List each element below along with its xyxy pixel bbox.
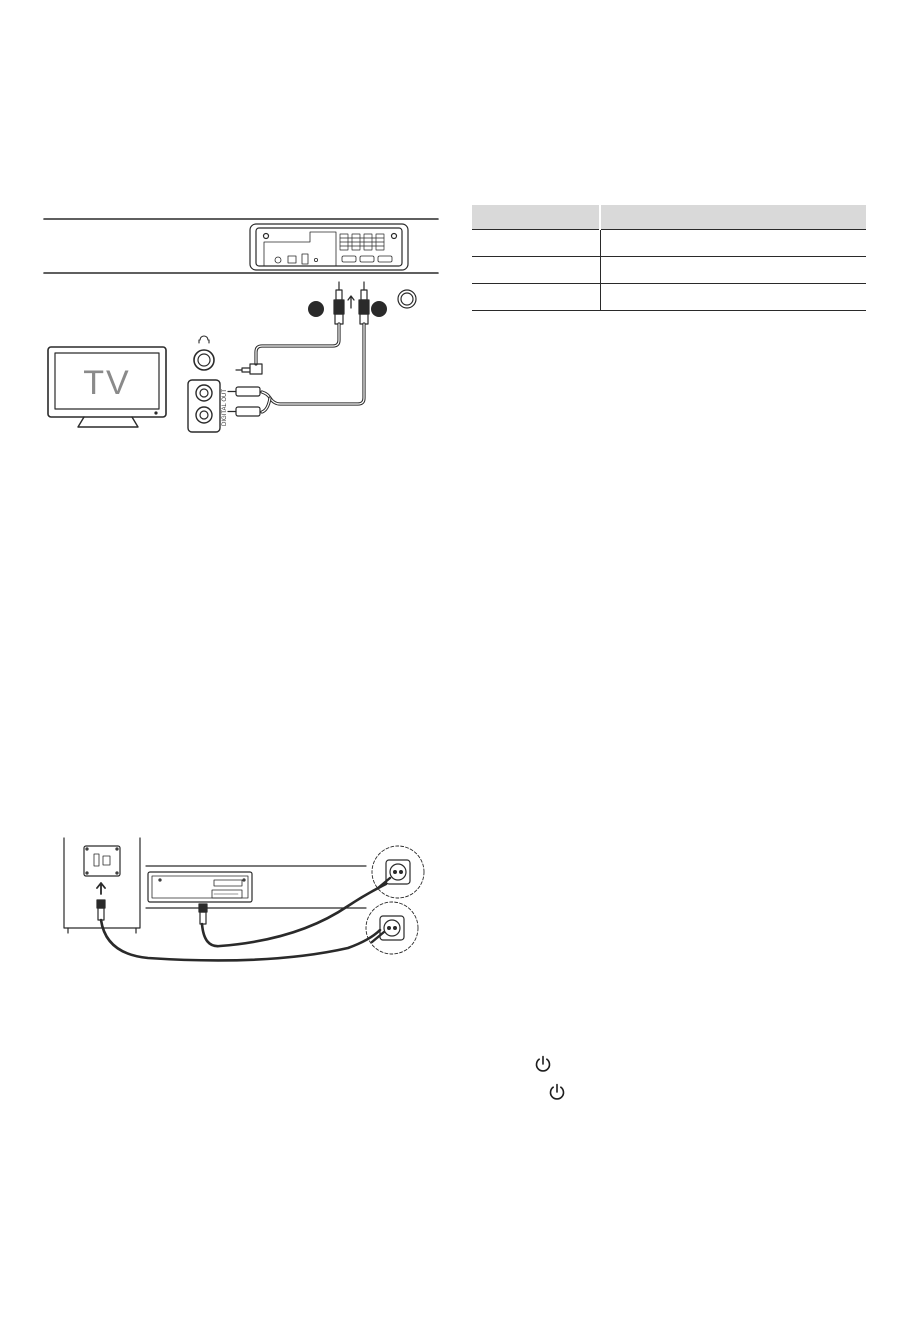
digital-out-label: DIGITAL OUT bbox=[222, 388, 228, 426]
wall-outlet-top bbox=[372, 846, 424, 898]
power-icon bbox=[533, 1054, 553, 1074]
callout-marker-1 bbox=[308, 301, 324, 317]
tv-digital-out-panel bbox=[188, 380, 220, 432]
aux-plug-right bbox=[359, 282, 369, 324]
arrow-up-icon bbox=[97, 883, 105, 894]
arrow-up-icon bbox=[348, 296, 354, 308]
sub-power-plug bbox=[97, 900, 105, 920]
wall-outlet-bottom bbox=[366, 902, 418, 954]
table-cell bbox=[600, 284, 866, 311]
soundbar-rear-panel bbox=[250, 224, 408, 270]
table-header-cell bbox=[472, 205, 600, 230]
callout-marker-2 bbox=[371, 301, 387, 317]
table-cell bbox=[472, 257, 600, 284]
tv-headphone-jack bbox=[194, 350, 214, 370]
power-icon bbox=[547, 1082, 567, 1102]
table-cell bbox=[472, 230, 600, 257]
power-connection-diagram bbox=[48, 836, 432, 964]
table-row bbox=[472, 284, 866, 311]
soundbar-illustration bbox=[146, 866, 366, 908]
table-cell bbox=[600, 230, 866, 257]
cable-rca bbox=[262, 324, 364, 404]
table-cell bbox=[472, 284, 600, 311]
table-header-cell bbox=[600, 205, 866, 230]
spec-table bbox=[472, 205, 866, 311]
angled-headphone-plug bbox=[236, 364, 262, 374]
table-cell bbox=[600, 257, 866, 284]
table-row bbox=[472, 257, 866, 284]
rca-plugs bbox=[228, 387, 260, 416]
tv-label: TV bbox=[83, 364, 131, 402]
table-row bbox=[472, 230, 866, 257]
bar-power-plug bbox=[199, 904, 207, 924]
power-cord-subwoofer bbox=[101, 920, 380, 960]
tv-connection-diagram bbox=[40, 212, 440, 440]
headphone-icon bbox=[199, 336, 209, 343]
aux-plug-left bbox=[334, 282, 344, 324]
table-header-row bbox=[472, 205, 866, 230]
cable-headphone bbox=[256, 324, 339, 364]
power-cord-soundbar bbox=[202, 884, 386, 946]
